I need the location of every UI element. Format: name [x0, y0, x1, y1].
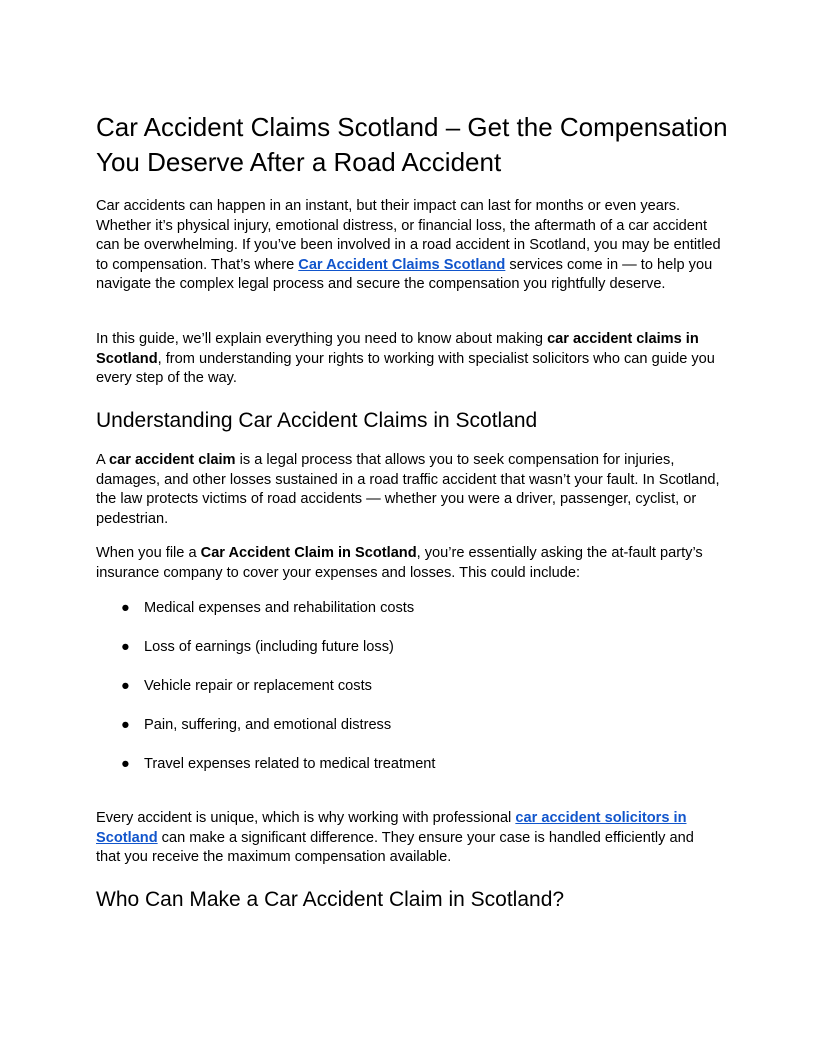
bullet-icon: ●	[121, 639, 130, 655]
text: services come in — to help you navigate the complex legal process and secure the compensation you rightfully deserve.	[96, 256, 713, 292]
text: A	[96, 452, 109, 468]
text: Every accident is unique, which is why working with professional	[96, 810, 516, 826]
page-title: Car Accident Claims Scotland – Get the Compensation You Deserve After a Road Accident	[96, 112, 728, 177]
text: In this guide, we’ll explain everything you need to know about making	[96, 331, 548, 347]
text: can make a significant difference. They ensure your case is handled efficiently and that you receive the maximum compensation available.	[96, 829, 694, 865]
bold-text: car accident claims in Scotland	[96, 331, 699, 367]
section1-paragraph-1	[96, 451, 722, 529]
list-item	[96, 599, 722, 638]
list-item-text: Vehicle repair or replacement costs	[144, 678, 372, 694]
list-item	[96, 755, 722, 794]
text: Car accidents can happen in an instant, but their impact can last for months or even years. Whether it’s physical injury, emotional distress, or financial loss, the aftermath of a car accident can be overwhelming. If you’ve been involved in a road accident in Scotland, you may be entitled to compensation. That’s where	[96, 198, 721, 273]
car-accident-solicitors-link[interactable]: car accident solicitors in Scotland	[96, 810, 687, 846]
list-item-text: Pain, suffering, and emotional distress	[144, 717, 392, 733]
text: is a legal process that allows you to seek compensation for injuries, damages, and other losses sustained in a road traffic accident that wasn’t your fault. In Scotland, the law protects victims of road accidents — whether you were a driver, passenger, cyclist, or pedestrian.	[96, 452, 720, 527]
intro-paragraph-2	[96, 330, 722, 389]
car-accident-claims-scotland-link[interactable]: Car Accident Claims Scotland	[298, 256, 506, 273]
text: When you file a	[96, 545, 201, 561]
list-item	[96, 638, 722, 677]
expenses-list	[96, 599, 722, 794]
bullet-icon: ●	[121, 600, 130, 616]
bold-text: car accident claim	[108, 452, 236, 468]
list-item-text: Travel expenses related to medical treatment	[144, 756, 436, 772]
section1-paragraph-3	[96, 809, 722, 868]
bold-text: Car Accident Claim in Scotland	[200, 545, 417, 561]
list-item	[96, 677, 722, 716]
bullet-icon: ●	[121, 717, 130, 733]
list-item-text: Loss of earnings (including future loss)	[144, 639, 394, 655]
section1-paragraph-2	[96, 544, 722, 583]
list-item	[96, 716, 722, 755]
text: , from understanding your rights to working with specialist solicitors who can guide you every step of the way.	[96, 350, 715, 386]
bullet-icon: ●	[121, 678, 130, 694]
bullet-icon: ●	[121, 756, 130, 772]
text: , you’re essentially asking the at-fault party’s insurance company to cover your expenses and losses. This could include:	[96, 545, 703, 581]
list-item-text: Medical expenses and rehabilitation costs	[144, 600, 415, 616]
section-heading-understanding: Understanding Car Accident Claims in Scotland	[96, 409, 538, 432]
intro-paragraph-1	[96, 197, 722, 295]
section-heading-who-can-claim: Who Can Make a Car Accident Claim in Scotland?	[96, 888, 565, 911]
